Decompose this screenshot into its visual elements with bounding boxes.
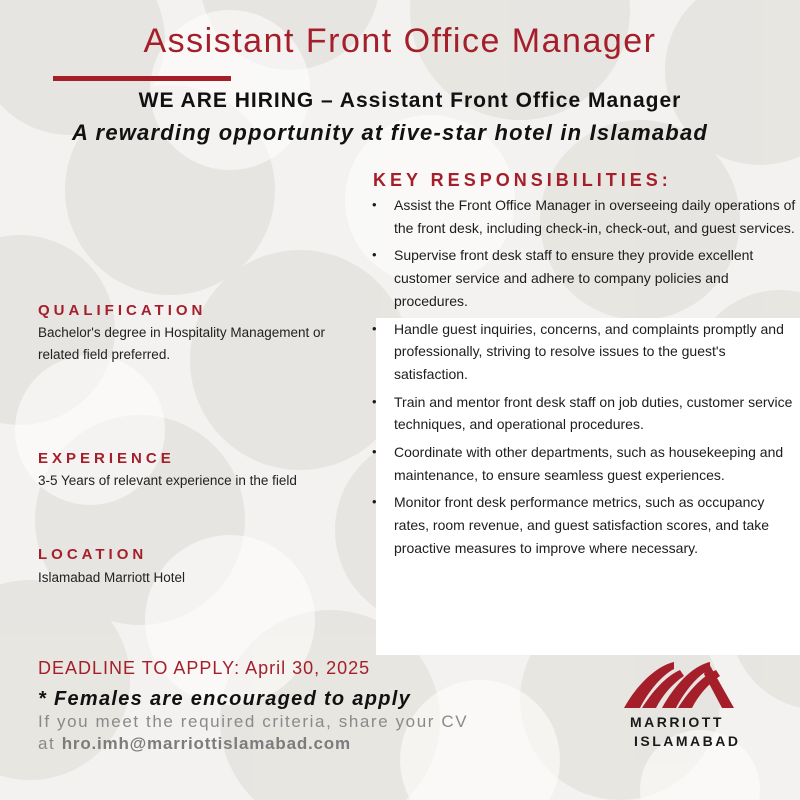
responsibility-text: Handle guest inquiries, concerns, and complaints promptly and professionally, striving to resolve issues to the guest's satisfaction. <box>394 320 784 382</box>
title-underline <box>53 76 231 81</box>
email-prefix: at <box>38 734 56 753</box>
location-heading: LOCATION <box>38 546 148 563</box>
qualification-heading: QUALIFICATION <box>38 302 207 319</box>
list-item <box>372 244 800 312</box>
bullet-icon: • <box>372 393 377 409</box>
list-item <box>372 194 800 239</box>
responsibility-text: Coordinate with other departments, such as housekeeping and maintenance, to ensure seamless guest experiences. <box>394 444 784 483</box>
location-section <box>38 546 338 589</box>
experience-heading: EXPERIENCE <box>38 450 175 467</box>
qualification-section <box>38 302 338 366</box>
responsibility-text: Train and mentor front desk staff on job duties, customer service techniques, and operational procedures. <box>394 393 793 433</box>
email-link[interactable]: hro.imh@marriottislamabad.com <box>61 734 351 753</box>
list-item <box>372 491 800 559</box>
tagline: A rewarding opportunity at five-star hotel in Islamabad <box>71 120 709 145</box>
females-note: * Females are encouraged to apply <box>38 688 412 710</box>
hiring-headline: WE ARE HIRING – Assistant Front Office Manager <box>138 89 682 112</box>
experience-section <box>38 450 368 492</box>
list-item <box>372 441 800 486</box>
bullet-icon: • <box>372 444 377 460</box>
brand-name: MARRIOTT <box>630 714 724 730</box>
bullet-icon: • <box>372 197 377 212</box>
responsibilities-list <box>372 194 800 565</box>
bullet-icon: • <box>372 320 377 336</box>
deadline-text: DEADLINE TO APPLY: April 30, 2025 <box>38 658 371 678</box>
experience-text: 3-5 Years of relevant experience in the field <box>38 473 297 488</box>
list-item <box>372 391 800 436</box>
qualification-text: Bachelor's degree in Hospitality Management or related field preferred. <box>38 325 325 362</box>
apply-instruction: If you meet the required criteria, share your CV <box>38 712 469 731</box>
responsibility-text: Monitor front desk performance metrics, such as occupancy rates, room revenue, and guest satisfaction scores, and take proactive measures to improve where necessary. <box>394 494 770 556</box>
responsibility-text: Assist the Front Office Manager in overseeing daily operations of the front desk, including check-in, check-out, and guest services. <box>394 197 796 236</box>
page-title: Assistant Front Office Manager <box>143 22 657 60</box>
apply-email-line <box>38 734 351 754</box>
responsibilities-heading: KEY RESPONSIBILITIES: <box>373 170 672 190</box>
bullet-icon: • <box>372 494 377 510</box>
responsibility-text: Supervise front desk staff to ensure they provide excellent customer service and adhere to company policies and procedures. <box>394 247 754 309</box>
list-item <box>372 318 800 386</box>
brand-city: ISLAMABAD <box>634 733 741 749</box>
location-text: Islamabad Marriott Hotel <box>38 570 186 585</box>
marriott-m-logo-icon <box>622 660 742 710</box>
bullet-icon: • <box>372 247 377 263</box>
